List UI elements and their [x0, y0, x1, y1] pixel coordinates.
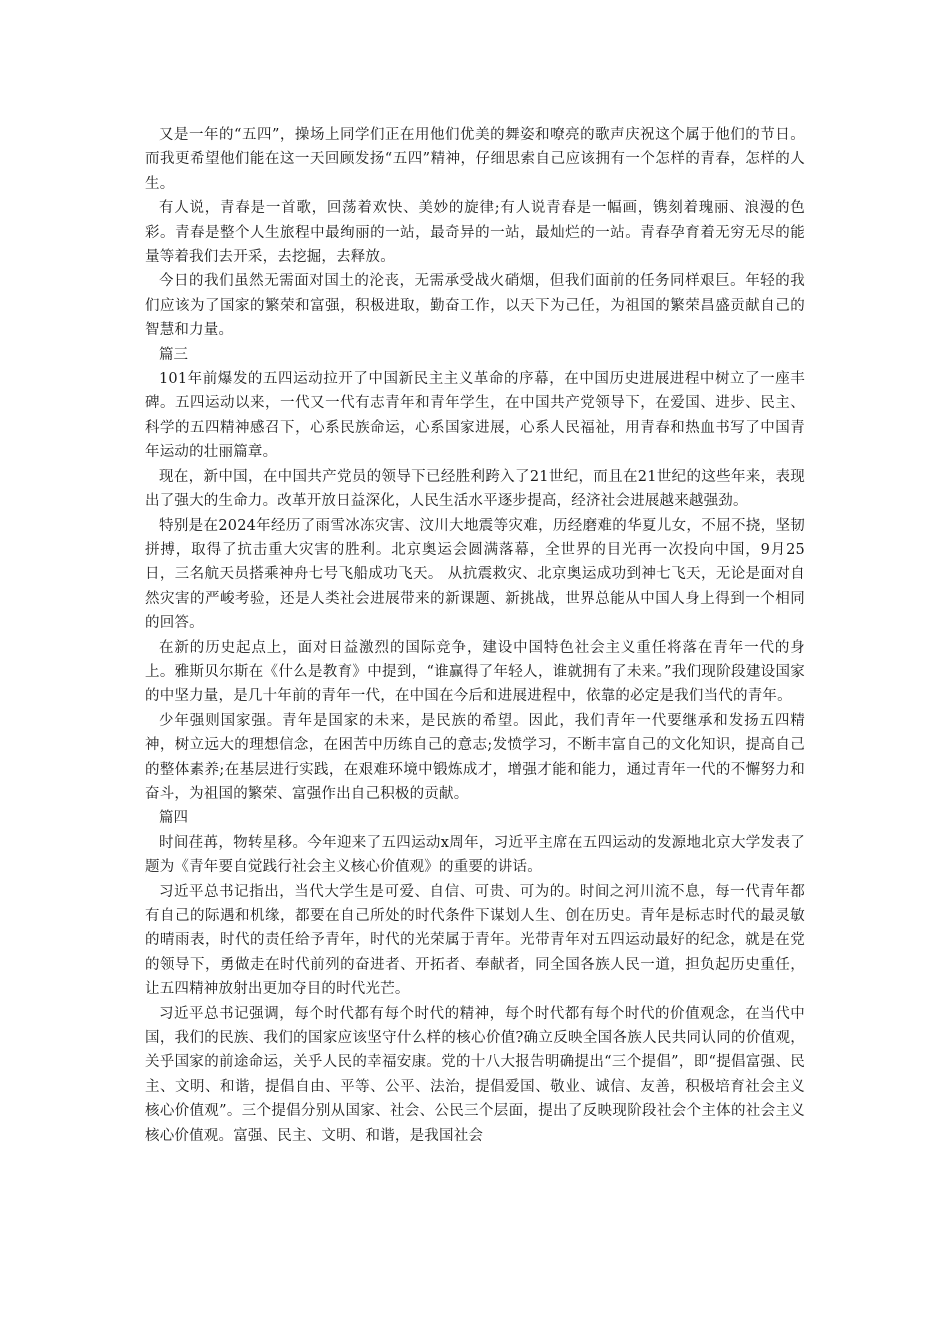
paragraph: 今日的我们虽然无需面对国土的沦丧，无需承受战火硝烟，但我们面前的任务同样艰巨。年轻的我们应该为了国家的繁荣和富强，积极进取，勤奋工作，以天下为己任，为祖国的繁荣昌盛贡献自己的智慧和力量。	[145, 273, 805, 339]
paragraph: 又是一年的“五四”，操场上同学们正在用他们优美的舞姿和嘹亮的歌声庆祝这个属于他们的节日。而我更希望他们能在这一天回顾发扬“五四”精神，仔细思索自己应该拥有一个怎样的青春，怎样的人生。	[145, 127, 805, 192]
paragraph: 有人说，青春是一首歌，回荡着欢快、美妙的旋律;有人说青春是一幅画，镌刻着瑰丽、浪漫的色彩。青春是整个人生旅程中最绚丽的一站，最奇异的一站，最灿烂的一站。青春孕育着无穷无尽的能量等着我们去开采，去挖掘，去释放。	[145, 200, 805, 266]
paragraph: 101年前爆发的五四运动拉开了中国新民主主义革命的序幕，在中国历史进展进程中树立了一座丰碑。五四运动以来，一代又一代有志青年和青年学生，在中国共产党领导下，在爱国、进步、民主、科学的五四精神感召下，心系民族命运，心系国家进展，心系人民福祉，用青春和热血书写了中国青年运动的壮丽篇章。	[145, 371, 805, 461]
paragraph: 在新的历史起点上，面对日益激烈的国际竞争，建设中国特色社会主义重任将落在青年一代的身上。雅斯贝尔斯在《什么是教育》中提到，“谁赢得了年轻人，谁就拥有了未来。”我们现阶段建设国家的中坚力量，是几十年前的青年一代，在中国在今后和进展进程中，依靠的必定是我们当代的青年。	[145, 639, 805, 705]
section-heading: 篇四	[159, 810, 188, 827]
paragraph: 习近平总书记强调，每个时代都有每个时代的精神，每个时代都有每个时代的价值观念，在当代中国，我们的民族、我们的国家应该坚守什么样的核心价值?确立反映全国各族人民共同认同的价值观，关乎国家的前途命运，关乎人民的幸福安康。党的十八大报告明确提出“三个提倡”，即“提倡富强、民主、文明、和谐，提倡自由、平等、公平、法治，提倡爱国、敬业、诚信、友善，积极培育社会主义核心价值观”。三个提倡分别从国家、社会、公民三个层面，提出了反映现阶段社会个主体的社会主义核心价值观。富强、民主、文明、和谐，是我国社会	[145, 1005, 805, 1144]
paragraph: 特别是在2024年经历了雨雪冰冻灾害、汶川大地震等灾难，历经磨难的华夏儿女，不屈不挠，坚韧拼搏，取得了抗击重大灾害的胜利。北京奥运会圆满落幕，全世界的目光再一次投向中国，9月25日，三名航天员搭乘神舟七号飞船成功飞天。 从抗震救灾、北京奥运成功到神七飞天，无论是面对自然灾害的严峻考验，还是人类社会进展带来的新课题、新挑战，世界总能从中国人身上得到一个相同的回答。	[145, 517, 805, 632]
paragraph: 习近平总书记指出，当代大学生是可爱、自信、可贵、可为的。时间之河川流不息，每一代青年都有自己的际遇和机缘，都要在自己所处的时代条件下谋划人生、创在历史。青年是标志时代的最灵敏的晴雨表，时代的责任给予青年，时代的光荣属于青年。光带青年对五四运动最好的纪念，就是在党的领导下，勇做走在时代前列的奋进者、开拓者、奉献者，同全国各族人民一道，担负起历史重任，让五四精神放射出更加夺目的时代光芒。	[145, 883, 805, 998]
paragraph: 少年强则国家强。青年是国家的未来，是民族的希望。因此，我们青年一代要继承和发扬五四精神，树立远大的理想信念，在困苦中历练自己的意志;发愤学习，不断丰富自己的文化知识，提高自己的整体素养;在基层进行实践，在艰难环境中锻炼成才，增强才能和能力，通过青年一代的不懈努力和奋斗，为祖国的繁荣、富强作出自己积极的贡献。	[145, 712, 805, 802]
paragraph: 现在，新中国，在中国共产党员的领导下已经胜利跨入了21世纪，而且在21世纪的这些年来，表现出了强大的生命力。改革开放日益深化，人民生活水平逐步提高，经济社会进展越来越强劲。	[145, 468, 805, 510]
section-heading: 篇三	[159, 346, 188, 363]
paragraph: 时间荏苒，物转星移。今年迎来了五四运动x周年，习近平主席在五四运动的发源地北京大学发表了题为《青年要自觉践行社会主义核心价值观》的重要的讲话。	[145, 834, 805, 876]
document-body	[145, 123, 805, 1148]
